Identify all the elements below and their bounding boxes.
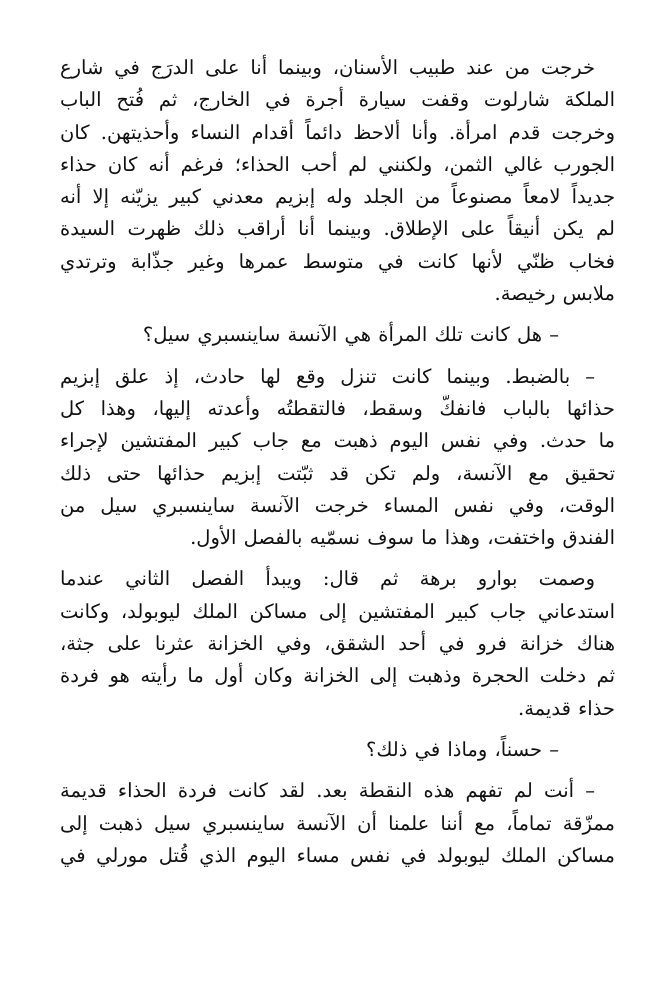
text-line: تحقيق مع الآنسة، ولم تكن قد ثبّتت إبزيم حذائها حتى ذلك [60, 461, 615, 485]
text-line: جديداً لامعاً مصنوعاً من الجلد وله إبزيم معدني كبير يزيّنه إلا أنه [60, 185, 615, 209]
text-line: حذائها بالباب فانفكّ وسقط، فالتقطتُه وأعدته إليها، وهذا كل [60, 396, 615, 420]
text-line: الجورب غالي الثمن، ولكنني لم أحب الحذاء؛ فرغم أنه كان حذاء [60, 152, 615, 176]
paragraph-question-so-what [60, 734, 615, 766]
book-page [60, 52, 615, 881]
text-line: – أنت لم تفهم هذه النقطة بعد. لقد كانت فردة الحذاء قديمة [60, 779, 595, 803]
text-line: وخرجت قدم امرأة. وأنا ألاحظ دائماً أقدام النساء وأحذيتهن. كان [60, 120, 615, 144]
text-line: فخاب ظنّي لأنها كانت في متوسط عمرها وغير جذّابة وترتدي [60, 249, 615, 273]
text-line: ممزّقة تماماً، مع أننا علمنا أن الآنسة ساينسبري سيل ذهبت إلى [60, 811, 615, 835]
text-line: هناك خزانة فرو في أحد الشقق، وفي الخزانة عثرنا على جثة، [60, 632, 615, 656]
paragraph-second-chapter [60, 563, 615, 724]
text-line: مساكن الملك ليوبولد في نفس مساء اليوم الذي قُتل مورلي في [60, 843, 615, 867]
text-line: حذاء قديمة. [518, 696, 615, 720]
paragraph-question-woman [60, 319, 615, 351]
text-line: ثم دخلت الحجرة وذهبت إلى الخزانة وكان أول ما رأيته هو فردة [60, 664, 615, 688]
text-line: خرجت من عند طبيب الأسنان، وبينما أنا على الدرَج في شارع [60, 56, 595, 79]
text-line: ملابس رخيصة. [494, 282, 615, 306]
text-line: لم يكن أنيقاً على الإطلاق. وبينما أنا أراقب ذلك ظهرت السيدة [60, 217, 615, 241]
text-line: استدعاني جاب كبير المفتشين إلى مساكن الملك ليوبولد، وكانت [60, 599, 615, 623]
text-line: – بالضبط. وبينما كانت تنزل وقع لها حادث، إذ علق إبزيم [60, 364, 595, 388]
paragraph-old-shoe [60, 775, 615, 872]
text-line: الملكة شارلوت وقفت سيارة أجرة في الخارج، ثم فُتح الباب [60, 88, 615, 112]
text-line: الوقت، وفي نفس المساء خرجت الآنسة ساينسبري سيل من [60, 493, 615, 517]
text-line: الفندق واختفت، وهذا ما سوف نسمّيه بالفصل الأول. [190, 526, 615, 550]
text-line: – حسناً، وماذا في ذلك؟ [365, 737, 559, 761]
text-line: وصمت بوارو برهة ثم قال: ويبدأ الفصل الثاني عندما [60, 567, 595, 591]
paragraph-buckle-incident [60, 361, 615, 555]
text-line: – هل كانت تلك المرأة هي الآنسة ساينسبري سيل؟ [142, 323, 559, 347]
paragraph-dentist-encounter [60, 52, 615, 310]
text-line: ما حدث. وفي نفس اليوم ذهبت مع جاب كبير المفتشين لإجراء [60, 429, 615, 453]
